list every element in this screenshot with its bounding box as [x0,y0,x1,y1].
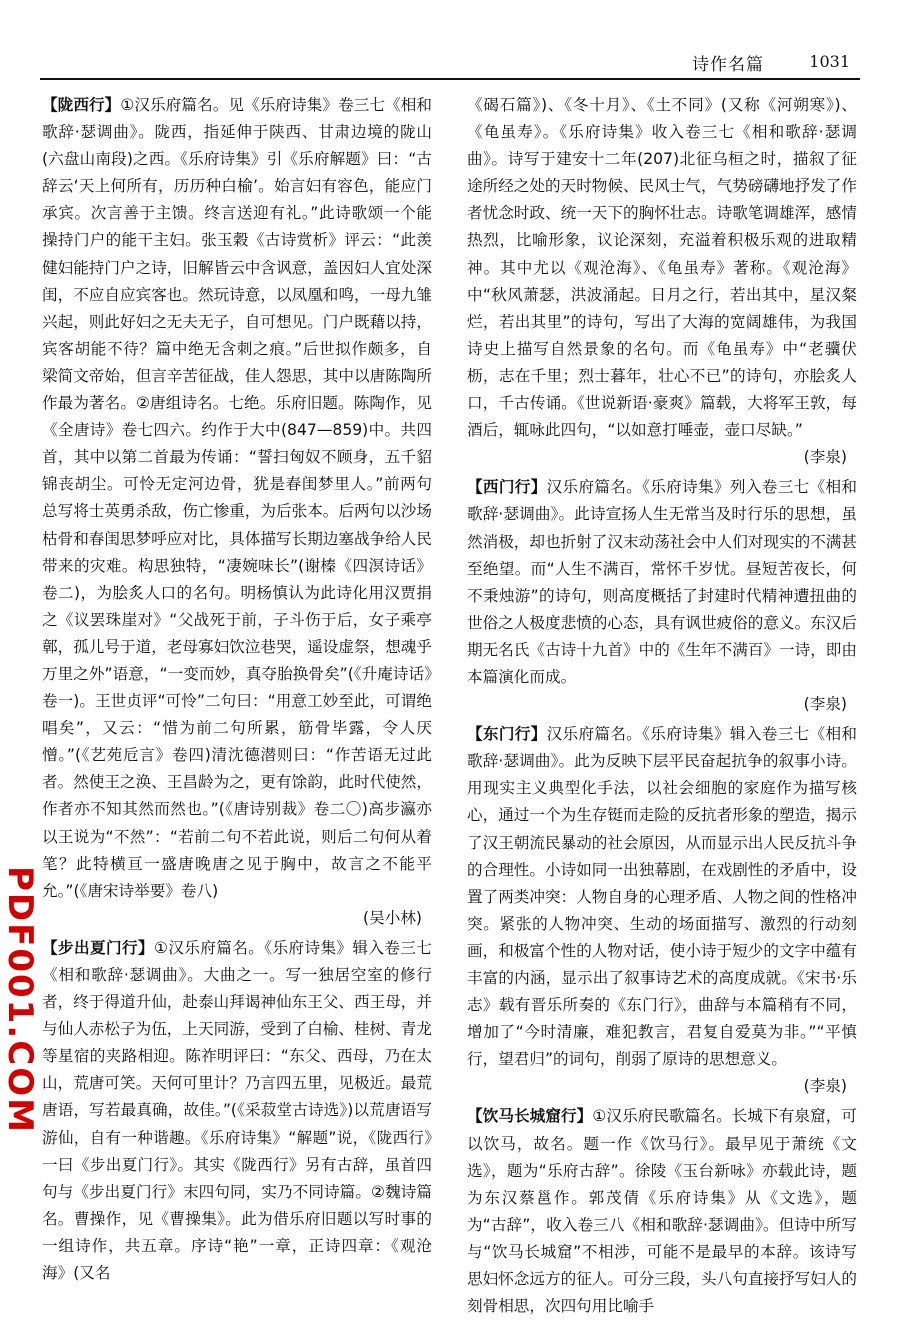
entry-author: (李泉) [803,695,847,714]
entry-text: 汉乐府篇名。《乐府诗集》辑入卷三七《相和歌辞·瑟调曲》。此为反映下层平民奋起抗争的叙事小诗。用现实主义典型化手法，以社会细胞的家庭作为描写核心，通过一个为生存铤而走险的反抗者形象的塑造，揭示了汉王朝流民暴动的社会原因，从而显示出人民反抗斗争的合理性。小诗如同一出独幕剧，在戏剧性的矛盾中，设置了两类冲突：人物自身的心理矛盾、人物之间的性格冲突。紧张的人物冲突、生动的场面描写、激烈的行动刻画，和极富个性的人物对话，使小诗于短少的文字中蕴有丰富的内涵，显示出了叙事诗艺术的高度成就。《宋书·乐志》载有晋乐所奏的《东门行》，曲辞与本篇稍有不同，增加了“今时清廉，难犯教言，君复自爱莫为非。”“平慎行，望君归”的词句，削弱了原诗的思想意义。 [467,725,857,1069]
entry-headword: 【东门行】 [467,725,547,744]
entry-body [467,1103,857,1320]
left-column [42,92,432,1290]
entry-body [467,474,857,691]
running-title: 诗作名篇 [692,55,764,75]
page-number: 1031 [809,52,850,71]
watermark-text: PDF001.COM [0,866,40,1134]
entry-ximen-xing [467,474,857,718]
page-header [40,44,860,80]
entry-body [42,92,432,905]
right-column [467,92,857,1323]
entry-text: ①汉乐府篇名。见《乐府诗集》卷三七《相和歌辞·瑟调曲》。陇西，指延伸于陕西、甘肃边境的陇山(六盘山南段)之西。《乐府诗集》引《乐府解题》曰：“古辞云‘天上何所有，历历种白榆’。始言妇有容色，能应门承宾。次言善于主馈。终言送迎有礼。”此诗歌颂一个能操持门户的能干主妇。张玉穀《古诗赏析》评云：“此羡健妇能持门户之诗，旧解皆云中含讽意，盖因妇人宜处深闺，不应自应宾客也。然玩诗意，以凤凰和鸣，一母九雏兴起，则此好妇之无夫无子，自可想见。门户既藉以持，宾客胡能不待？篇中绝无含刺之痕。”后世拟作颇多，自梁简文帝始，但言辛苦征战，佳人怨思，其中以唐陈陶所作最为著名。②唐组诗名。七绝。乐府旧题。陈陶作，见《全唐诗》卷七四六。约作于大中(847—859)中。共四首，其中以第二首最为传诵：“誓扫匈奴不顾身，五千貂锦丧胡尘。可怜无定河边骨，犹是春闺梦里人。”前两句总写将士英勇杀敌，伤亡惨重，为后张本。后两句以沙场枯骨和春闺思梦呼应对比，具体描写长期边塞战争给人民带来的灾难。构思独特，“凄婉味长”(谢榛《四溟诗话》卷二)，为脍炙人口的名句。明杨慎认为此诗化用汉贾捐之《议罢珠崖对》“父战死于前，子斗伤于后，女子乘亭鄣，孤儿号于道，老母寡妇饮泣巷哭，遥设虚祭，想魂乎万里之外”语意，“一变而妙，真夺胎换骨矣”(《升庵诗话》卷一)。王世贞评“可怜”二句曰：“用意工妙至此，可谓绝唱矣”，又云：“惜为前二句所累，筋骨毕露，令人厌憎。”(《艺苑卮言》卷四)清沈德潜则曰：“作苦语无过此者。然使王之涣、王昌龄为之，更有馀韵，此时代使然，作者亦不知其然而然也。”(《唐诗别裁》卷二〇)高步瀛亦以王说为“不然”：“若前二句不若此说，则后二句何从着笔？此特横亘一盛唐晚唐之见于胸中，故言之不能平允。”(《唐宋诗举要》卷八) [42,96,432,900]
entry-body [467,721,857,1073]
entry-text: 汉乐府篇名。《乐府诗集》列入卷三七《相和歌辞·瑟调曲》。此诗宣扬人生无常当及时行乐的思想，虽然消极，却也折射了汉末动荡社会中人们对现实的不满甚至绝望。而“人生不满百，常怀千岁忧。昼短苦夜长，何不秉烛游”的诗句，则高度概括了封建时代精神遭扭曲的世俗之人极度悲愤的心态，具有讽世疲俗的意义。东汉后期无名氏《古诗十九首》中的《生年不满百》一诗，即由本篇演化而成。 [467,478,857,686]
entry-author: (吴小林) [363,908,422,927]
entry-headword: 【步出夏门行】 [42,938,154,957]
entry-author: (李泉) [803,1077,847,1096]
continuation-text: 《碣石篇》)、《冬十月》、《土不同》(又称《河朔寒》)、《龟虽寿》。《乐府诗集》收入卷三七《相和歌辞·瑟调曲》。诗写于建安十二年(207)北征乌桓之时，描叙了征途所经之处的天时物候、民风士气，气势磅礴地抒发了作者忧念时政、统一天下的胸怀壮志。诗歌笔调雄浑，感情热烈，比喻形象，议论深刻，充溢着积极乐观的进取精神。其中尤以《观沧海》、《龟虽寿》著称。《观沧海》中“秋风萧瑟，洪波涌起。日月之行，若出其中，星汉粲烂，若出其里”的诗句，写出了大海的宽阔雄伟，为我国诗史上描写自然景象的名句。而《龟虽寿》中“老骥伏枥，志在千里；烈士暮年，壮心不已”的诗句，亦脍炙人口，千古传诵。《世说新语·豪爽》篇载，大将军王敦，每酒后，辄咏此四句，“以如意打唾壶，壶口尽缺。” [467,96,857,440]
entry-longxi-xing [42,92,432,932]
entry-text: ①汉乐府民歌篇名。长城下有泉窟，可以饮马，故名。题一作《饮马行》。最早见于萧统《文选》，题为“乐府古辞”。徐陵《玉台新咏》亦载此诗，题为东汉蔡邕作。郭茂倩《乐府诗集》从《文选》，题为“古辞”，收入卷三八《相和歌辞·瑟调曲》。但诗中所写与“饮马长城窟”不相涉，可能不是最早的本辞。该诗写思妇怀念远方的征人。可分三段，头八句直接抒写妇人的刻骨相思，次四句用比喻手 [467,1107,857,1316]
entry-yinma-changcheng-ku-xing [467,1103,857,1320]
entry-text: ①汉乐府篇名。《乐府诗集》辑入卷三七《相和歌辞·瑟调曲》。大曲之一。写一独居空室的修行者，终于得道升仙，赴泰山拜谒神仙东王父、西王母，并与仙人赤松子为伍，上天同游，受到了白榆、桂树、青龙等星宿的夹路相迎。陈祚明评曰：“东父、西母，乃在太山，荒唐可笑。天何可里计？乃言四五里，见极近。最荒唐语，写若最真确，故佳。”(《采菽堂古诗选》)以荒唐语写游仙，自有一种谐趣。《乐府诗集》“解题”说，《陇西行》一曰《步出夏门行》。其实《陇西行》另有古辞，虽首四句与《步出夏门行》末四句同，实乃不同诗篇。②魏诗篇名。曹操作，见《曹操集》。此为借乐府旧题以写时事的一组诗作，共五章。序诗“艳”一章，正诗四章：《观沧海》(又名 [42,938,432,1283]
entry-headword: 【陇西行】 [42,96,121,114]
entry-headword: 【西门行】 [467,478,547,497]
entry-buchu-xiamen-xing [42,935,432,1287]
entry-continuation [467,92,857,471]
watermark [0,800,40,1200]
entry-author: (李泉) [803,448,847,467]
entry-headword: 【饮马长城窟行】 [467,1107,593,1126]
entry-dongmen-xing [467,721,857,1100]
entry-body [42,935,432,1287]
